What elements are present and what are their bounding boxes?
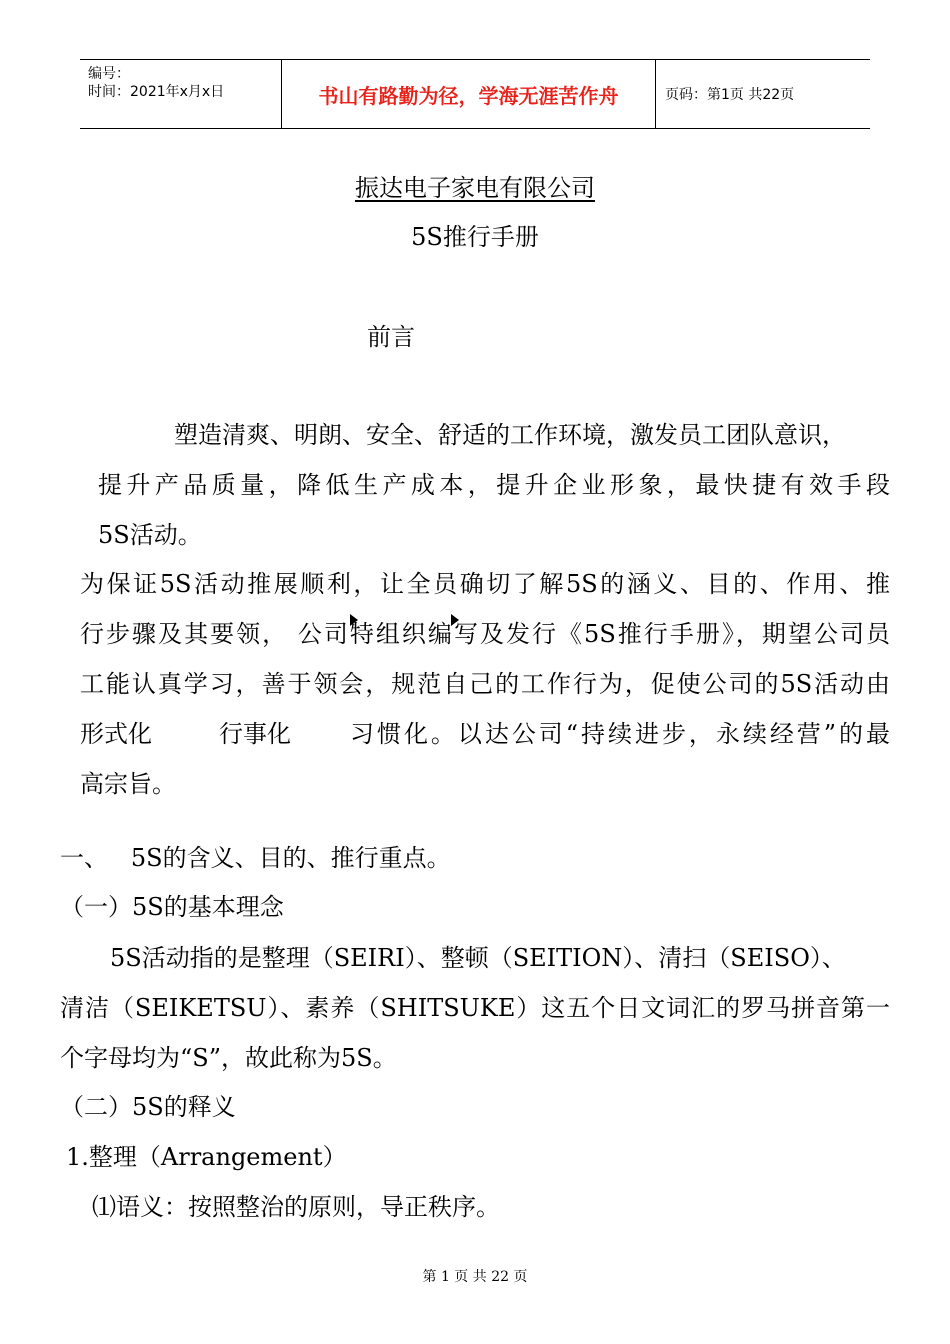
- paragraph-2-line-2: 行步骤及其要领， 公司特组织编写及发行《5S推行手册》，期望公司员: [80, 620, 890, 648]
- subsection-2-heading: （二）5S的释义: [60, 1093, 236, 1121]
- paragraph-2-line-5: 高宗旨。: [80, 770, 176, 798]
- paragraph-3-line-2: 清洁（SEIKETSU）、素养（SHITSUKE）这五个日文词汇的罗马拼音第一: [60, 994, 890, 1022]
- item-1-1: ⑴语义：按照整治的原则，导正秩序。: [92, 1193, 500, 1221]
- time-label: 时间：2021年x月x日: [88, 84, 225, 100]
- preface-title: 前言: [367, 323, 415, 351]
- arrow-icon: [350, 614, 358, 626]
- item-1-heading: 1.整理（Arrangement）: [66, 1143, 347, 1171]
- paragraph-1-line-3: 5S活动。: [98, 521, 202, 549]
- arrow-icon: [451, 614, 459, 626]
- header-motto-cell: [281, 60, 656, 128]
- paragraph-1-line-1: 塑造清爽、明朗、安全、舒适的工作环境，激发员工团队意识，: [174, 421, 846, 449]
- paragraph-2-line-4-part-3: 习惯化。以达公司“持续进步，永续经营”的最: [350, 720, 890, 748]
- subsection-1-heading: （一）5S的基本理念: [60, 893, 284, 921]
- paragraph-2-line-3: 工能认真学习，善于领会，规范自己的工作行为，促使公司的5S活动由: [80, 670, 890, 698]
- header-info-cell: [80, 60, 280, 128]
- header-page-cell: [655, 60, 870, 128]
- page-footer: 第 1 页 共 22 页: [422, 1269, 528, 1285]
- header-motto: 书山有路勤为径，学海无涯苦作舟: [318, 84, 619, 108]
- paragraph-1-line-2: 提升产品质量，降低生产成本，提升企业形象，最快捷有效手段: [98, 471, 890, 499]
- section-1-heading: 一、 5S的含义、目的、推行重点。: [60, 844, 451, 872]
- paragraph-2-line-4-part-2: 行事化: [219, 720, 291, 748]
- document-header: [80, 59, 870, 129]
- paragraph-3-line-3: 个字母均为“S”，故此称为5S。: [60, 1044, 397, 1072]
- company-title: 振达电子家电有限公司: [355, 174, 595, 202]
- paragraph-2-line-4-part-1: 形式化: [80, 720, 152, 748]
- header-page-info: 页码：第1页 共22页: [665, 87, 795, 103]
- paragraph-2-line-1: 为保证5S活动推展顺利，让全员确切了解5S的涵义、目的、作用、推: [80, 570, 890, 598]
- manual-title: 5S推行手册: [411, 223, 539, 251]
- number-label: 编号：: [88, 66, 130, 82]
- paragraph-3-line-1: 5S活动指的是整理（SEIRI）、整顿（SEITION）、清扫（SEISO）、: [110, 944, 846, 972]
